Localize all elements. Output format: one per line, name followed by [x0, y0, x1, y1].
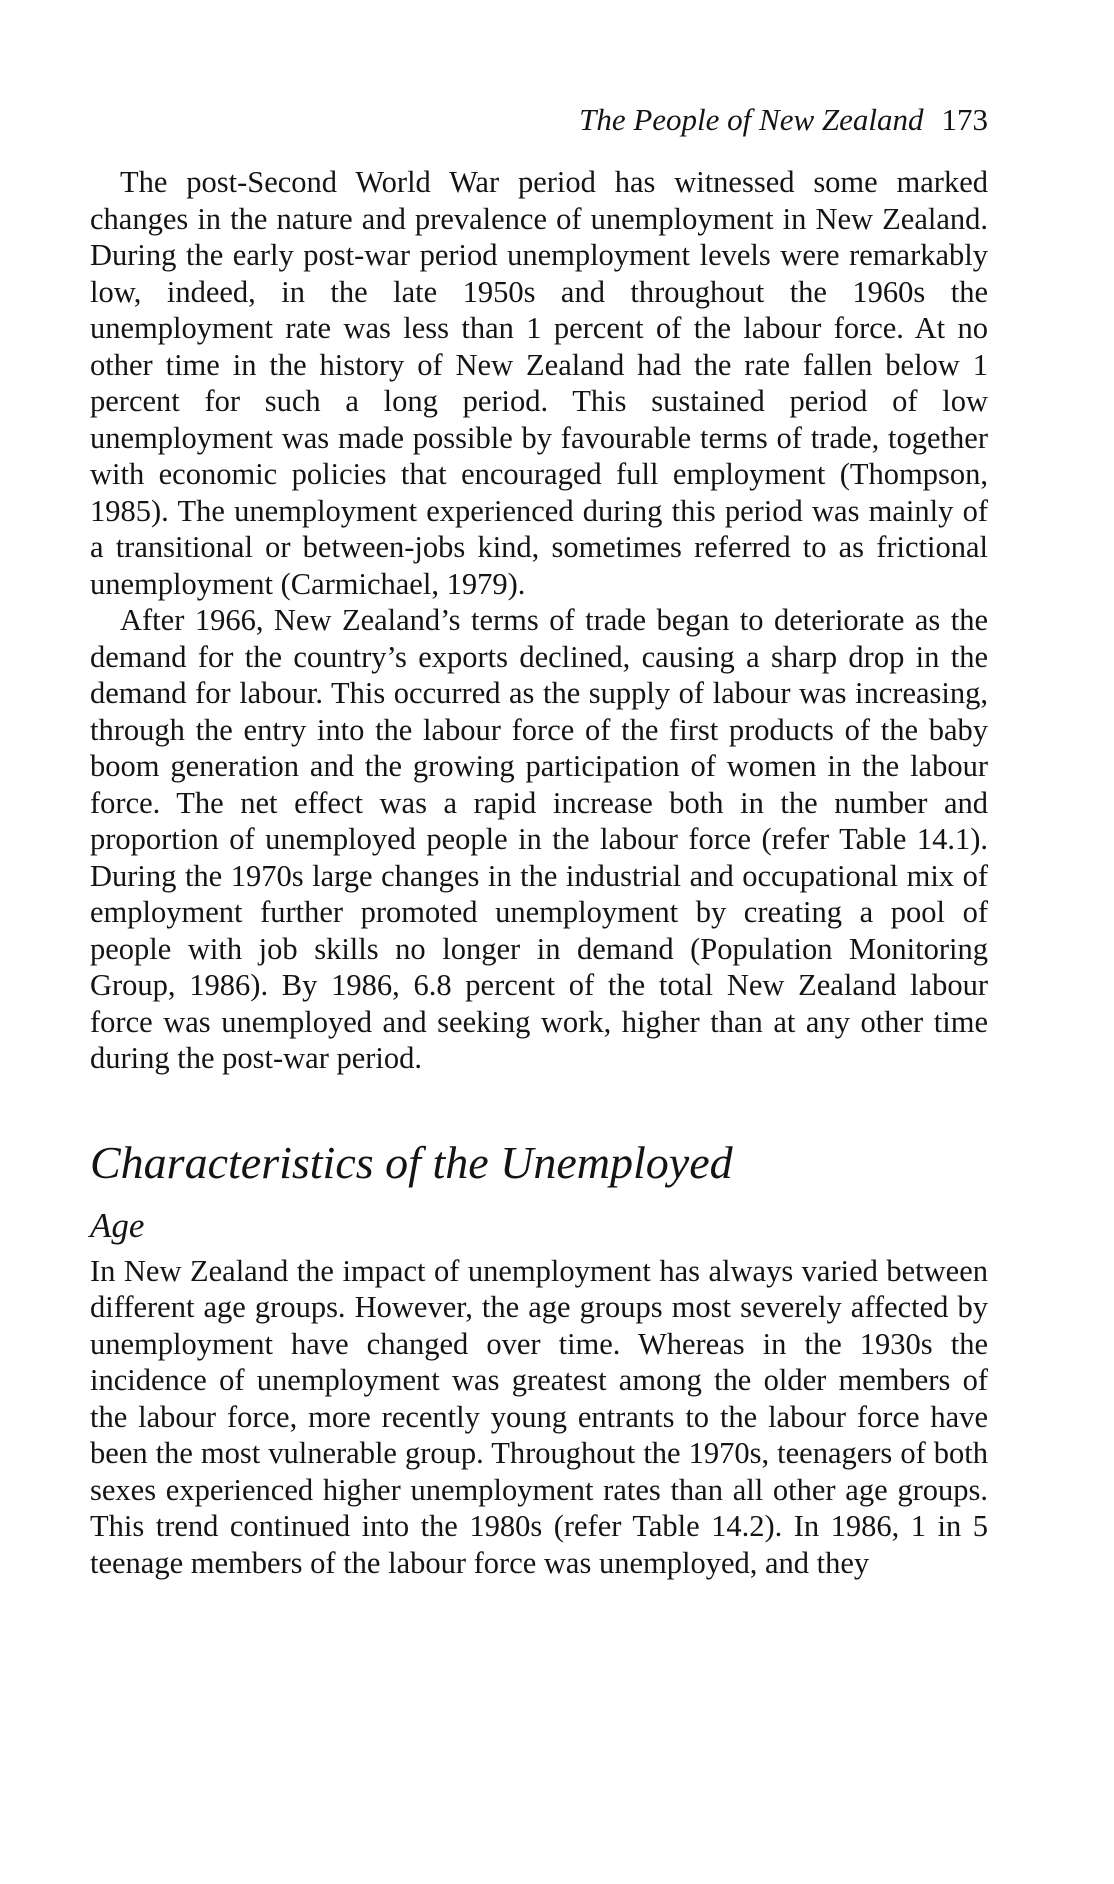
page-number: 173 [941, 102, 988, 137]
subsection-heading: Age [90, 1205, 145, 1245]
running-head [579, 100, 988, 140]
paragraph-after-1966: After 1966, New Zealand’s terms of trade began to deteriorate as the demand for the country’s exports declined, causing a sharp drop in the demand for labour. This occurred as the supply of labour was increasing, through the entry into the labour force of the first products of the baby boom generation and the growing participation of women in the labour force. The net effect was a rapid increase both in the number and proportion of unemployed people in the labour force (refer Table 14.1). During the 1970s large changes in the industrial and occupational mix of employment further promoted unemployment by creating a pool of people with job skills no longer in demand (Population Monitoring Group, 1986). By 1986, 6.8 percent of the total New Zealand labour force was unemployed and seeking work, higher than at any other time during the post-war period. [90, 603, 988, 1075]
paragraph-post-war: The post-Second World War period has witnessed some marked changes in the nature and prevalence of unemployment in New Zealand. During the early post-war period unemployment levels were remarkably low, indeed, in the late 1950s and throughout the 1960s the unemployment rate was less than 1 percent of the labour force. At no other time in the history of New Zealand had the rate fallen below 1 percent for such a long period. This sustained period of low unemployment was made possible by favourable terms of trade, together with economic policies that encouraged full employment (Thompson, 1985). The unemployment experienced during this period was mainly of a transitional or between-jobs kind, sometimes referred to as frictional unemployment (Carmichael, 1979). [90, 165, 988, 601]
running-head-title: The People of New Zealand [579, 102, 924, 137]
section-heading: Characteristics of the Unemployed [90, 1136, 733, 1188]
paragraph-age: In New Zealand the impact of unemployment has always varied between different age groups. However, the age groups most severely affected by unemployment have changed over time. Whereas in the 1930s the incidence of unemployment was greatest among the older members of the labour force, more recently young entrants to the labour force have been the most vulnerable group. Throughout the 1970s, teenagers of both sexes experienced higher unemployment rates than all other age groups. This trend continued into the 1980s (refer Table 14.2). In 1986, 1 in 5 teenage members of the labour force was unemployed, and they [90, 1253, 988, 1580]
main-text [90, 164, 988, 1581]
